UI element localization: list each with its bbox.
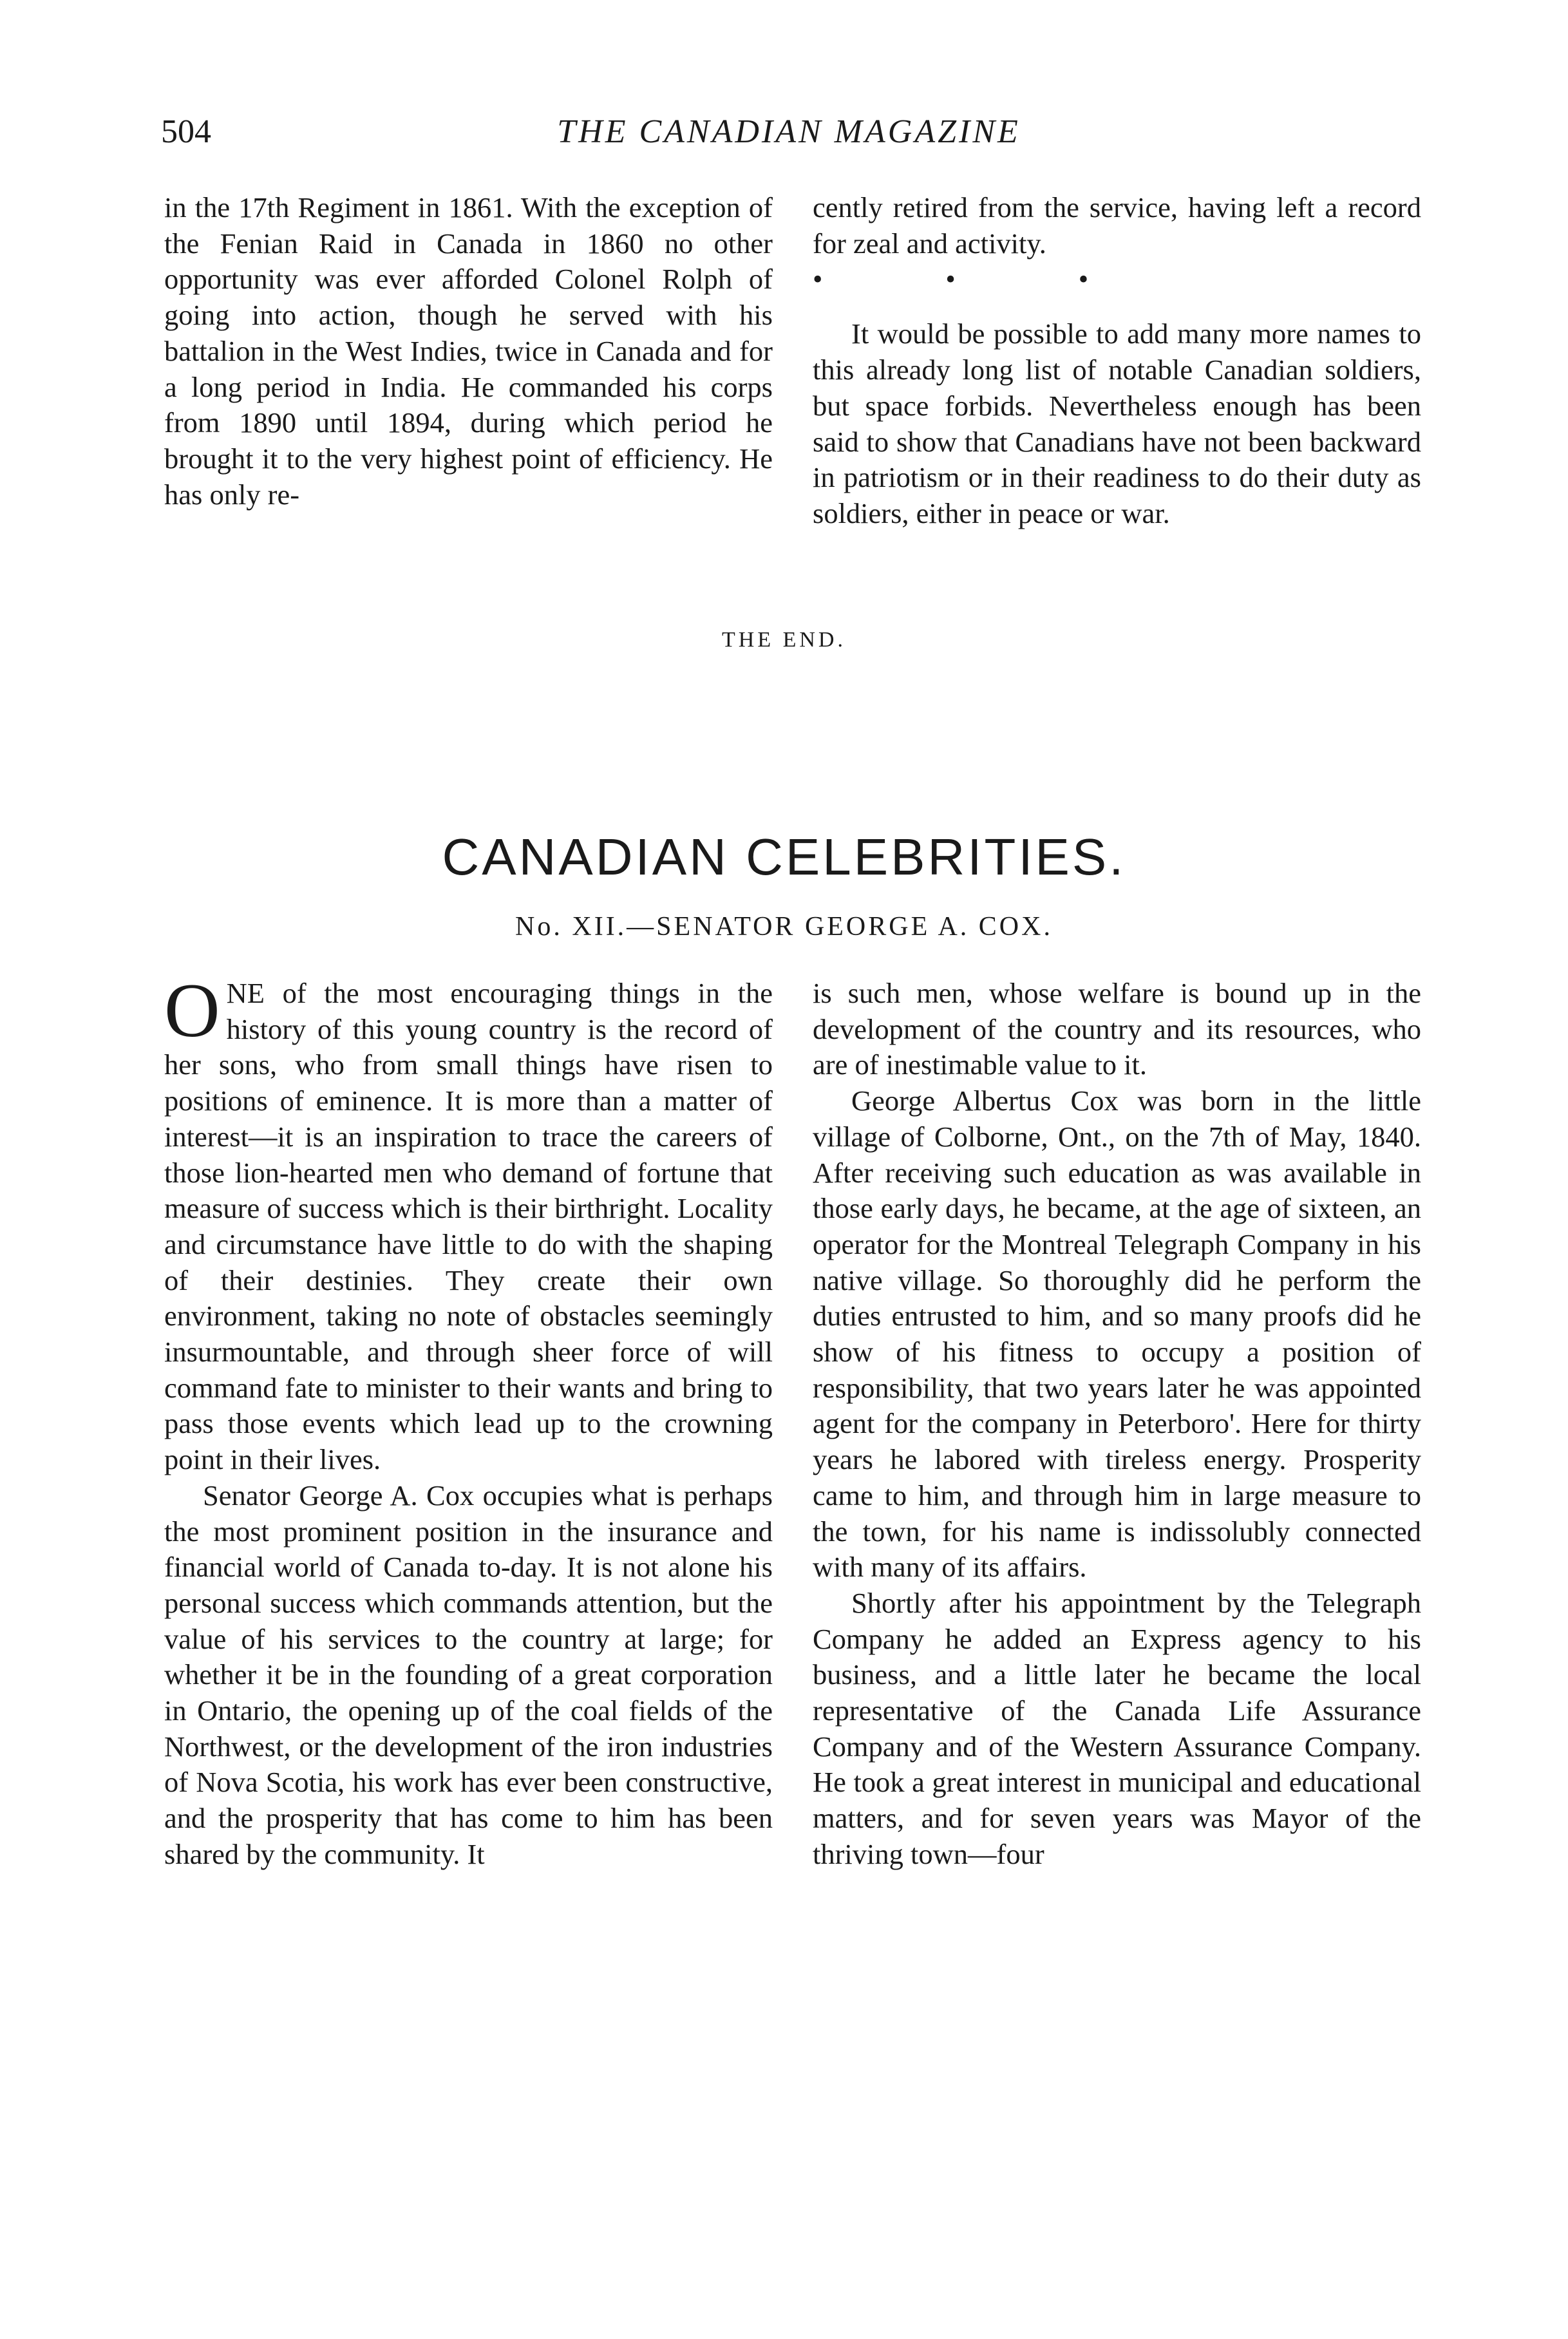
article-left-column — [164, 967, 773, 1873]
top-left-column — [164, 190, 773, 513]
body-paragraph: George Albertus Cox was born in the little village of Colborne, Ont., on the 7th of May, 1840. After receiving such education as was available in those early days, he became, at the age of sixteen, an operator for the Montreal Telegraph Company in his native village. So thoroughly did he perform the duties entrusted to him, and so many proofs did he show of his fitness to occupy a position of responsibility, that two years later he was appointed agent for the company in Peterboro'. Here for thirty years he labored with tireless energy. Prosperity came to him, and through him in large measure to the town, for his name is indissolubly connected with many of its affairs. — [813, 1084, 1421, 1584]
running-header — [161, 113, 1417, 158]
opening-paragraph-text: NE of the most encouraging things in the history of this young country is the record of her sons, who from small things have risen to positions of eminence. It is more than a matter of interest—it is an inspiration to trace the careers of those lion-hearted men who demand of fortune that measure of success which is their birthright. Locality and circumstance have little to do with the shaping of their destinies. They create their own environment, taking no note of obstacles seemingly insurmountable, and through sheer force of will command fate to minister to their wants and bring to pass those events which lead up to the crowning point in their lives. — [164, 977, 773, 1476]
section-separator: • • • — [813, 263, 1147, 296]
continued-paragraph-end: cently retired from the service, having left a record for zeal and activity. — [813, 191, 1421, 260]
opening-paragraph — [164, 967, 773, 1478]
article-title: CANADIAN CELEBRITIES. — [442, 828, 1126, 885]
top-right-column — [813, 190, 1421, 532]
drop-cap: O — [164, 967, 220, 1053]
magazine-title: THE CANADIAN MAGAZINE — [557, 113, 1021, 150]
page-number: 504 — [161, 113, 211, 150]
body-paragraph: is such men, whose welfare is bound up in the development of the country and its resources, who are of inestimable value to it. — [813, 977, 1421, 1081]
article-subtitle: No. XII.—SENATOR GEORGE A. COX. — [515, 912, 1053, 942]
closing-paragraph: It would be possible to add many more names to this already long list of notable Canadian soldiers, but space forbids. Nevertheless enough has been said to show that Canadians have not been backward in patriotism or in their readiness to do their duty as soldiers, either in peace or war. — [813, 317, 1421, 529]
article-right-column — [813, 976, 1421, 1873]
the-end-marker: THE END. — [722, 628, 846, 652]
body-paragraph: Shortly after his appointment by the Telegraph Company he added an Express agency to his business, and a little later he became the local representative of the Canada Life Assurance Company and of the Western Assurance Company. He took a great interest in municipal and educational matters, and for seven years was Mayor of the thriving town—four — [813, 1586, 1421, 1870]
continued-paragraph: in the 17th Regiment in 1861. With the exception of the Fenian Raid in Canada in 1860 no other opportunity was ever afforded Colonel Rolph of going into action, though he served with his battalion in the West Indies, twice in Canada and for a long period in India. He commanded his corps from 1890 until 1894, during which period he brought it to the very highest point of efficiency. He has only re- — [164, 191, 773, 511]
body-paragraph: Senator George A. Cox occupies what is perhaps the most prominent position in the insurance and financial world of Canada to-day. It is not alone his personal success which commands attention, but the value of his services to the country at large; for whether it be in the founding of a great corporation in Ontario, the opening up of the coal fields of the Northwest, or the development of the iron industries of Nova Scotia, his work has ever been constructive, and the prosperity that has come to him has been shared by the community. It — [164, 1479, 773, 1870]
